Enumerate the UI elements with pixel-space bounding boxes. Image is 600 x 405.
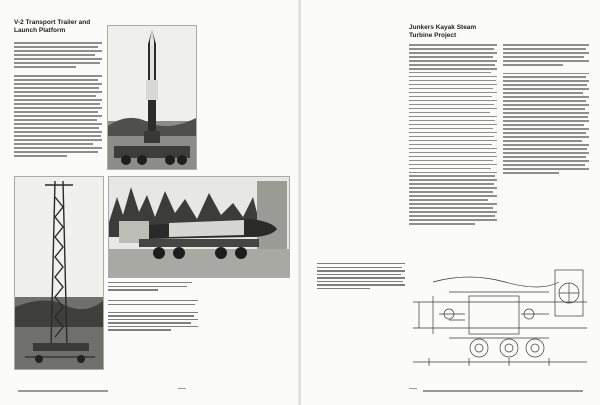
section-heading-line-1: V-2 Transport Trailer and [14,19,91,26]
section-heading-line-2: Launch Platform [14,27,66,34]
section-heading [14,19,90,35]
left-footer [18,388,108,393]
diagram-caption [317,263,405,292]
body-text-column-a [409,44,497,227]
photo-erector-tower [14,176,104,370]
right-page [301,0,600,405]
right-page-number [409,386,417,392]
section-heading-right [409,24,476,40]
body-text-column [14,42,102,159]
photo-caption-2 [108,300,198,333]
section-heading-right-line-1: Junkers Kayak Steam [409,24,477,31]
section-heading-right-line-2: Turbine Project [409,32,457,39]
right-footer [423,388,583,393]
turbine-technical-drawing [409,262,591,374]
photo-caption [108,282,192,293]
photo-rocket-on-trailer [107,25,197,170]
left-page-number [178,386,186,392]
left-page [0,0,299,405]
photo-rocket-transport [108,176,290,278]
body-text-column-b [503,44,589,176]
